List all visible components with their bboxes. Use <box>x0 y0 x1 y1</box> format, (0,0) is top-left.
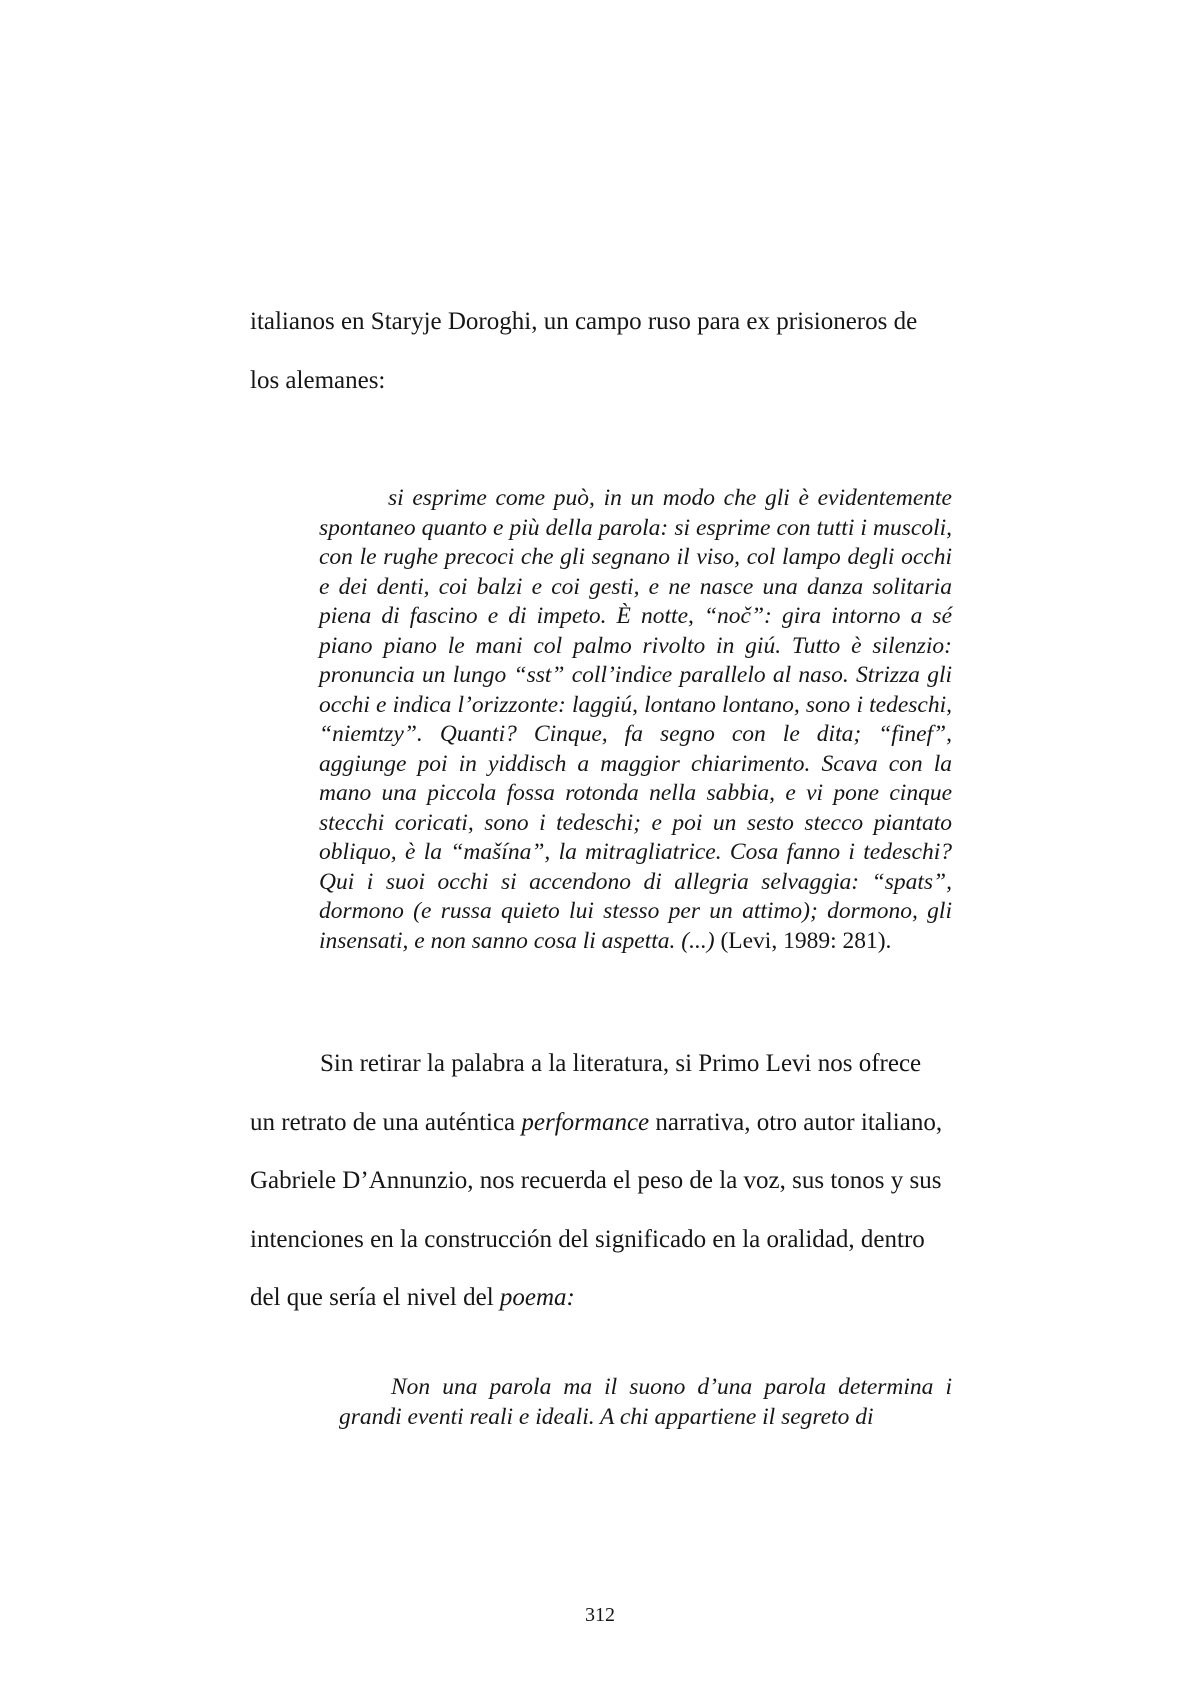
emphasis-poema: poema: <box>499 1284 575 1311</box>
body-paragraph-continuation: italianos en Staryje Doroghi, un campo ruso para ex prisioneros de los alemanes: <box>250 308 918 394</box>
paragraph-text-part-2: narrativa, otro autor italiano, Gabriele D’Annunzio, nos recuerda el peso de la voz, sus tonos y sus intenciones en la construcción del significado en la oralidad, dentro del que sería el nivel del <box>250 1108 943 1311</box>
body-paragraph-dannunzio <box>250 1035 950 1328</box>
page-number: 312 <box>585 1604 615 1626</box>
quote-text: si esprime come può, in un modo che gli è evidentemente spontaneo quanto e più della parola: si esprime con tutti i muscoli, con le rughe precoci che gli segnano il viso, col lampo degli occhi e dei denti, coi balzi e coi gesti, e ne nasce una danza solitaria piena di fascino e di impeto. È notte, “noč”: gira intorno a sé piano piano le mani col palmo rivolto in giú. Tutto è silenzio: pronuncia un lungo “sst” coll’indice parallelo al naso. Strizza gli occhi e indica l’orizzonte: laggiú, lontano lontano, sono i tedeschi, “niemtzy”. Quanti? Cinque, fa segno con le dita; “finef”, aggiunge poi in yiddisch a maggior chiarimento. Scava con la mano una piccola fossa rotonda nella sabbia, e vi pone cinque stecchi coricati, sono i tedeschi; e poi un sesto stecco piantato obliquo, è la “mašína”, la mitragliatrice. Cosa fanno i tedeschi? Qui i suoi occhi si accendono di allegria selvaggia: “spats”, dormono (e russa quieto lui stesso per un attimo); dormono, gli insensati, e non sanno cosa li aspetta. (...) <box>319 485 952 954</box>
paragraph-text-part-1: Sin retirar la palabra a la literatura, si Primo Levi nos ofrece un retrato de una auténtica <box>250 1050 922 1136</box>
quote-citation: (Levi, 1989: 281). <box>720 927 892 954</box>
block-quote-levi <box>319 484 952 956</box>
emphasis-performance: performance <box>521 1108 650 1136</box>
block-quote-dannunzio: Non una parola ma il suono d’una parola determina i grandi eventi reali e ideali. A chi appartiene il segreto di <box>339 1374 952 1430</box>
